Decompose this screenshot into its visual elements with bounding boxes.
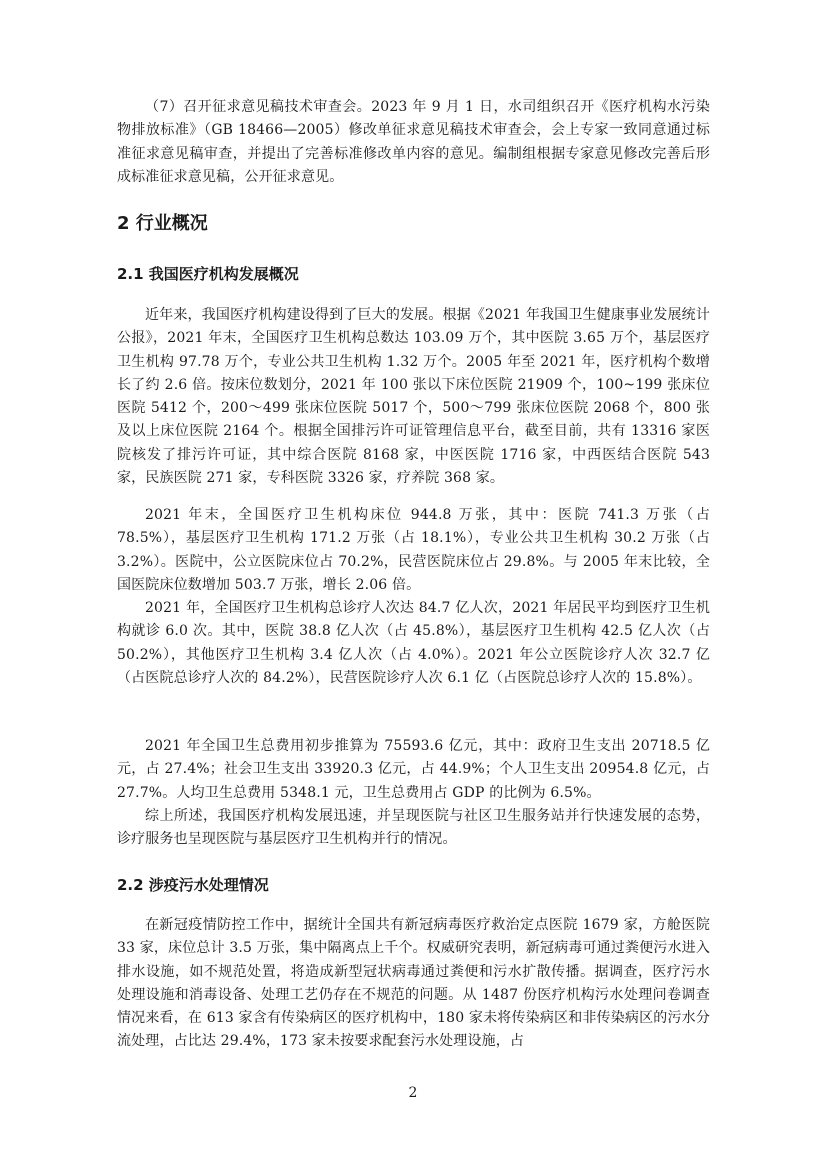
paragraph-epidemic-wastewater: 在新冠疫情防控工作中，据统计全国共有新冠病毒医疗救治定点医院 1679 家，方舱医院 33 家，床位总计 3.5 万张，集中隔离点上千个。权威研究表明，新冠病毒可通过粪便污水进入排水设施，如不规范处置，将造成新型冠状病毒通过粪便和污水扩散传播。据调查，医疗污水处理设施和消毒设备、处理工艺仍存在不规范的问题。从 1487 份医疗机构污水处理问卷调查情况来看，在 613 家含有传染病区的医疗机构中，180 家未将传染病区和非传染病区的污水分流处理，占比达 29.4%，173 家未按要求配套污水处理设施，占 [117, 917, 710, 1050]
subsection-heading-medical-institutions: 2.1 我国医疗机构发展概况 [117, 265, 299, 283]
paragraph-visit-counts: 2021 年，全国医疗卫生机构总诊疗人次达 84.7 亿人次，2021 年居民平均到医疗卫生机构就诊 6.0 次。其中，医院 38.8 亿人次（占 45.8%），基层医疗卫生机构 42.5 亿人次（占 50.2%），其他医疗卫生机构 3.4 亿人次（占 4.0%）。2021 年公立医院诊疗人次 32.7 亿（占医院总诊疗人次的 84.2%），民营医院诊疗人次 6.1 亿（占医院总诊疗人次的 15.8%）。 [117, 600, 710, 686]
paragraph-summary: 综上所述，我国医疗机构发展迅速，并呈现医院与社区卫生服务站并行快速发展的态势，诊疗服务也呈现医院与基层医疗卫生机构并行的情况。 [117, 808, 710, 848]
paragraph-institution-counts: 近年来，我国医疗机构建设得到了巨大的发展。根据《2021 年我国卫生健康事业发展统计公报》，2021 年末，全国医疗卫生机构总数达 103.09 万个，其中医院 3.65 万个，基层医疗卫生机构 97.78 万个，专业公共卫生机构 1.32 万个。2005 年至 2021 年，医疗机构个数增长了约 2.6 倍。按床位数划分，2021 年 100 张以下床位医院 21909 个，100~199 张床位医院 5412 个，200～499 张床位医院 5017 个，500～799 张床位医院 2068 个，800 张及以上床位医院 2164 个。根据全国排污许可证管理信息平台，截至目前，共有 13316 家医院核发了排污许可证，其中综合医院 8168 家，中医医院 1716 家，中西医结合医院 543 家，民族医院 271 家，专科医院 3326 家，疗养院 368 家。 [117, 307, 710, 487]
paragraph-review-meeting: （7）召开征求意见稿技术审查会。2023 年 9 月 1 日，水司组织召开《医疗机构水污染物排放标准》（GB 18466—2005）修改单征求意见稿技术审查会，会上专家一致同意通过标准征求意见稿审查，并提出了完善标准修改单内容的意见。编制组根据专家意见修改完善后形成标准征求意见稿，公开征求意见。 [117, 99, 710, 185]
subsection-heading-epidemic-wastewater: 2.2 涉疫污水处理情况 [117, 876, 269, 894]
paragraph-health-expenditure: 2021 年全国卫生总费用初步推算为 75593.6 亿元，其中：政府卫生支出 20718.5 亿元，占 27.4%；社会卫生支出 33920.3 亿元，占 44.9%；个人卫生支出 20954.8 亿元，占 27.7%。人均卫生总费用 5348.1 元，卫生总费用占 GDP 的比例为 6.5%。 [117, 738, 710, 801]
paragraph-bed-counts: 2021 年末，全国医疗卫生机构床位 944.8 万张，其中：医院 741.3 万张（占 78.5%），基层医疗卫生机构 171.2 万张（占 18.1%），专业公共卫生机构 30.2 万张（占 3.2%）。医院中，公立医院床位占 70.2%，民营医院床位占 29.8%。与 2005 年末比较，全国医院床位数增加 503.7 万张，增长 2.06 倍。 [117, 507, 710, 593]
section-heading-industry-overview: 2 行业概况 [117, 213, 208, 234]
page-number: 2 [408, 1085, 418, 1101]
